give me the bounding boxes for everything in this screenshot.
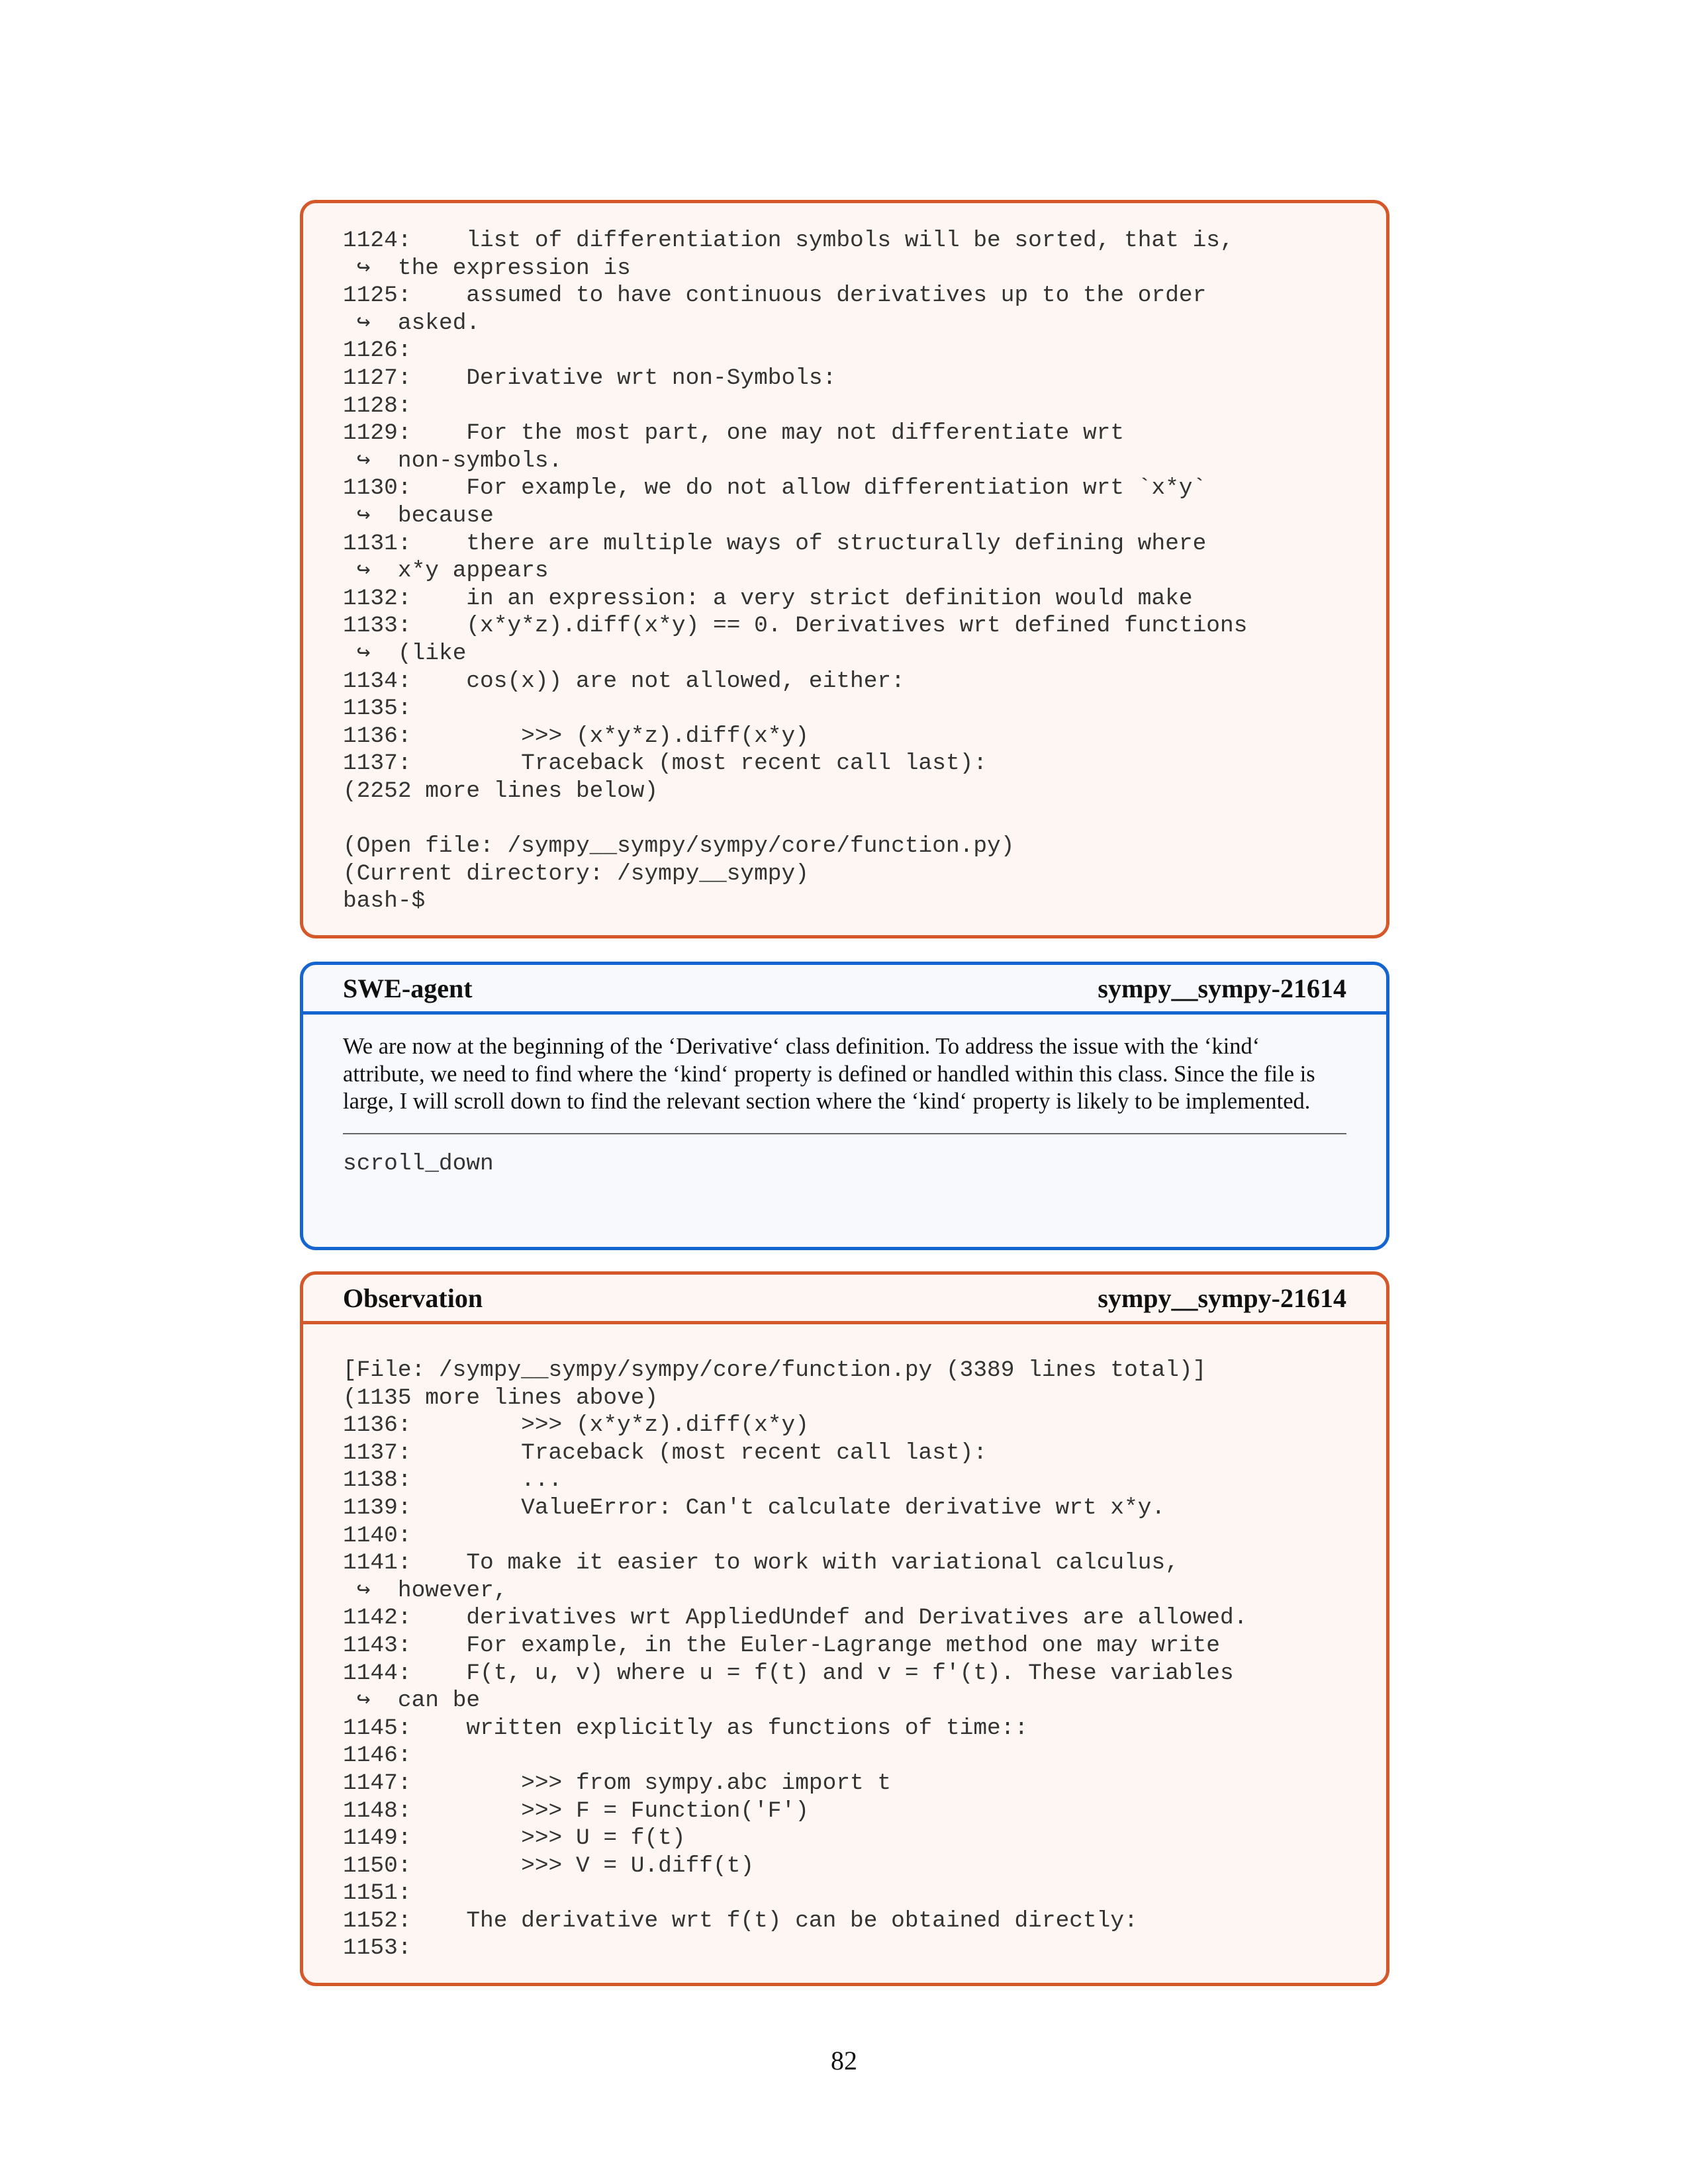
code-line: 1153: [343, 1935, 412, 1962]
agent-thought: We are now at the beginning of the ‘Derivative‘ class definition. To address the issue with the ‘kind‘ attribute, we need to find where the ‘kind‘ property is defined or handled within this class. Since the file is large, I will scroll down to find the relevant section where the ‘kind‘ property is likely to be implemented. [343, 1034, 1315, 1115]
agent-action: scroll_down [343, 1150, 494, 1177]
code-line: 1136: >>> (x*y*z).diff(x*y) [343, 1412, 809, 1439]
code-line: 1131: there are multiple ways of structurally defining where [343, 530, 1207, 557]
code-line: 1141: To make it easier to work with variational calculus, [343, 1550, 1179, 1576]
code-line: bash-$ [343, 888, 426, 915]
code-line: ↪ non-symbols. [343, 447, 563, 474]
code-line: 1138: ... [343, 1467, 563, 1494]
code-line: 1140: [343, 1522, 412, 1549]
code-line: 1130: For example, we do not allow differentiation wrt `x*y` [343, 475, 1207, 502]
code-line: ↪ because [343, 502, 494, 529]
code-line: 1134: cos(x)) are not allowed, either: [343, 668, 905, 694]
agent-content [303, 1015, 1386, 1177]
observation-code [343, 1357, 1247, 1962]
page-number: 82 [831, 2046, 857, 2075]
code-line: [File: /sympy__sympy/sympy/core/function.py (3389 lines total)] [343, 1357, 1207, 1383]
code-line: ↪ x*y appears [343, 558, 549, 584]
code-line: 1128: [343, 392, 412, 419]
code-line [343, 805, 1247, 833]
agent-title: SWE-agent [343, 973, 473, 1003]
code-line: ↪ (like [343, 640, 467, 666]
code-line: ↪ the expression is [343, 255, 631, 281]
code-line: (2252 more lines below) [343, 778, 659, 804]
code-line: 1126: [343, 338, 412, 364]
code-line: 1144: F(t, u, v) where u = f(t) and v = f'(t). These variables [343, 1660, 1234, 1686]
code-line: 1137: Traceback (most recent call last): [343, 1439, 988, 1466]
code-line: (Open file: /sympy__sympy/sympy/core/function.py) [343, 833, 1015, 860]
code-line: 1146: [343, 1743, 412, 1769]
code-line: 1127: Derivative wrt non-Symbols: [343, 365, 837, 391]
code-line: 1147: >>> from sympy.abc import t [343, 1770, 892, 1796]
divider [343, 1133, 1346, 1134]
agent-box [300, 962, 1389, 1250]
code-line: 1133: (x*y*z).diff(x*y) == 0. Derivatives wrt defined functions [343, 613, 1248, 639]
code-line: 1125: assumed to have continuous derivatives up to the order [343, 283, 1207, 309]
code-line: 1150: >>> V = U.diff(t) [343, 1852, 755, 1879]
instance-id: sympy__sympy-21614 [1098, 1283, 1346, 1313]
code-line: ↪ however, [343, 1577, 508, 1604]
code-line: 1129: For the most part, one may not differentiate wrt [343, 420, 1125, 447]
code-line: 1137: Traceback (most recent call last): [343, 751, 988, 777]
code-line: 1149: >>> U = f(t) [343, 1825, 686, 1852]
code-line: 1142: derivatives wrt AppliedUndef and Derivatives are allowed. [343, 1605, 1248, 1631]
code-line: 1135: [343, 696, 412, 722]
observation-title: Observation [343, 1283, 483, 1313]
observation-box [300, 200, 1389, 938]
code-line: (1135 more lines above) [343, 1385, 659, 1411]
code-line: 1124: list of differentiation symbols will be sorted, that is, [343, 228, 1234, 253]
code-line: ↪ can be [343, 1688, 481, 1714]
code-line: 1132: in an expression: a very strict definition would make [343, 585, 1193, 612]
code-line: 1148: >>> F = Function('F') [343, 1797, 809, 1824]
observation-box-2 [300, 1271, 1389, 1986]
code-line: ↪ asked. [343, 310, 481, 336]
code-line: 1143: For example, in the Euler-Lagrange method one may write [343, 1632, 1221, 1659]
code-line: 1152: The derivative wrt f(t) can be obtained directly: [343, 1907, 1138, 1934]
instance-id: sympy__sympy-21614 [1098, 973, 1346, 1003]
code-line: 1145: written explicitly as functions of time:: [343, 1715, 1029, 1741]
observation-code [343, 227, 1247, 915]
code-line: 1151: [343, 1880, 412, 1907]
observation-header [303, 1275, 1386, 1324]
agent-header [303, 965, 1386, 1015]
code-line: 1139: ValueError: Can't calculate derivative wrt x*y. [343, 1494, 1166, 1521]
code-line: (Current directory: /sympy__sympy) [343, 860, 809, 887]
code-line: 1136: >>> (x*y*z).diff(x*y) [343, 723, 809, 749]
